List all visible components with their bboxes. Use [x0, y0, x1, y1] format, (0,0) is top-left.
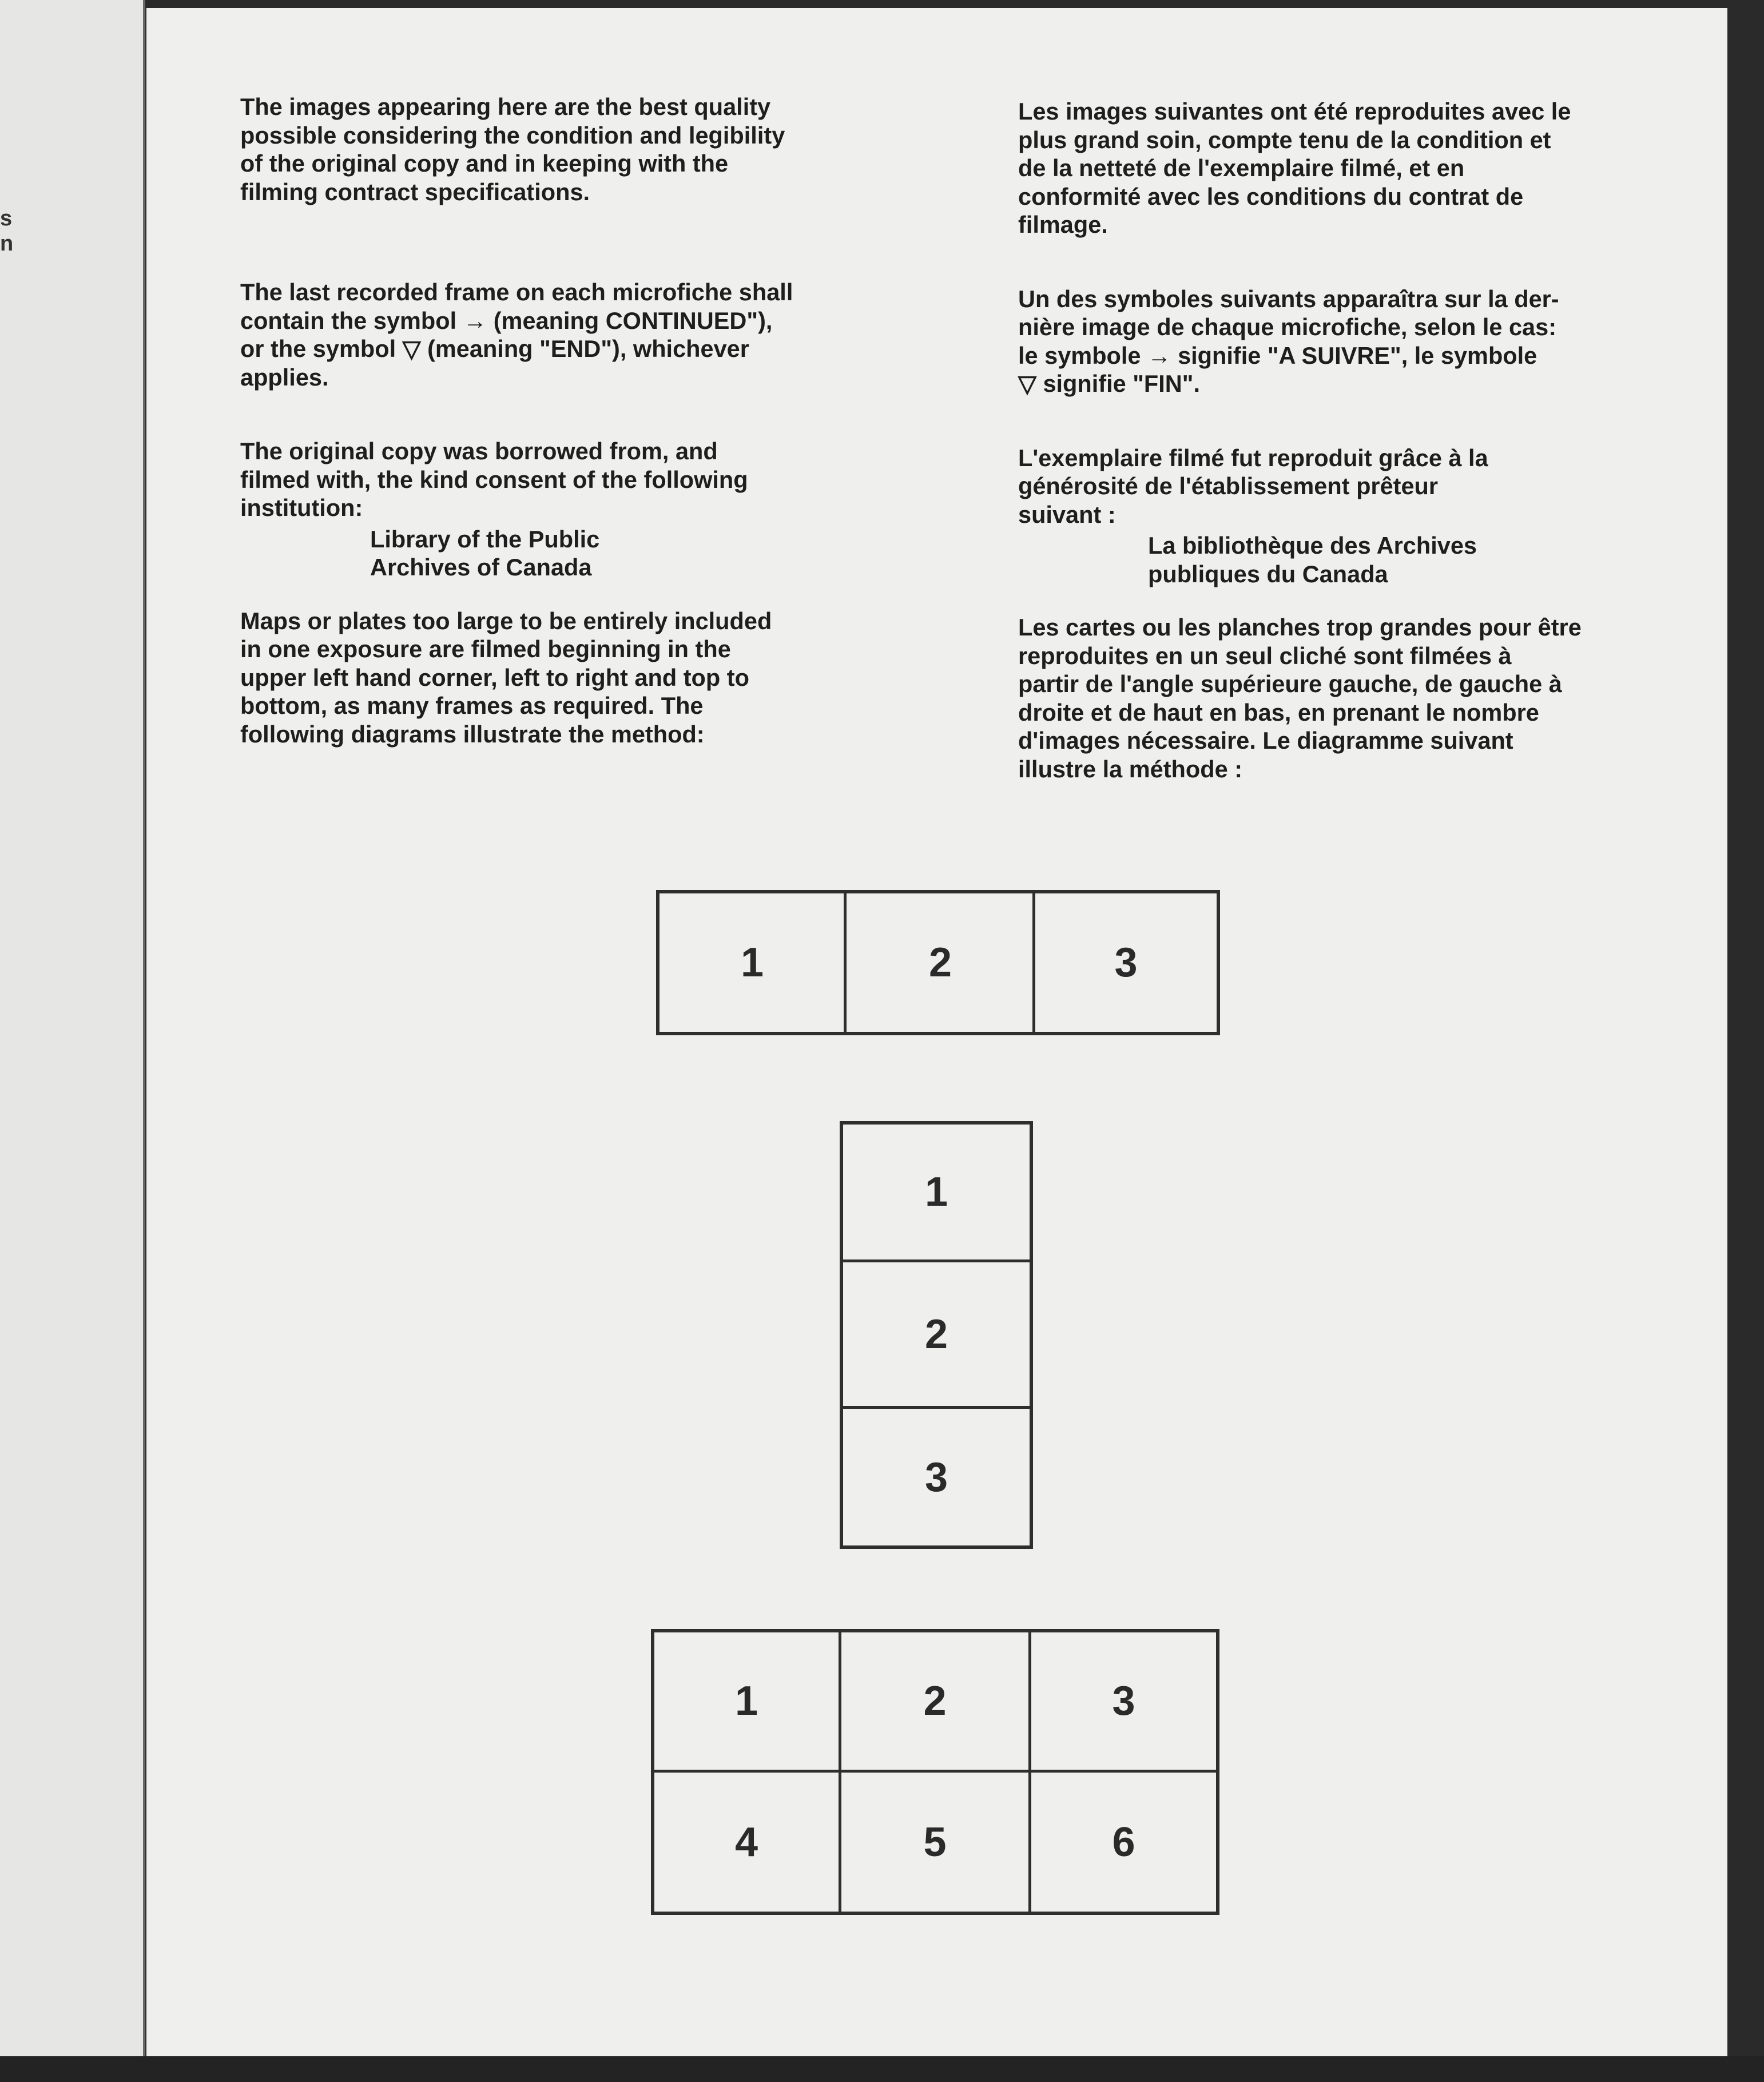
frame-cell: 2: [924, 1311, 948, 1357]
adjacent-page-strip: [0, 0, 145, 2056]
frame-cell: 2: [923, 1678, 947, 1724]
frame-cell: 3: [1114, 940, 1138, 986]
frame-cell: 4: [734, 1819, 758, 1865]
french-institution-name: La bibliothèque des Archives publiques du Canada: [1148, 532, 1477, 587]
bottom-border: [0, 2056, 1764, 2082]
edge-text-fragment: s: [0, 206, 13, 231]
french-quality-paragraph: Les images suivantes ont été reproduites avec le plus grand soin, compte tenu de la condition et de la netteté de l'exemplaire filmé, et en conformité avec les conditions du contrat de filmage.: [1018, 98, 1571, 238]
french-symbols-paragraph: Un des symboles suivants apparaîtra sur la der- nière image de chaque microfiche, selon le cas: le symbole → signifie "A SUIVRE", le symbole ▽ signifie "FIN".: [1018, 285, 1559, 397]
english-institution-paragraph: The original copy was borrowed from, and filmed with, the kind consent of the following institution:: [240, 438, 748, 521]
french-column: [1018, 97, 1705, 783]
frame-cell: 1: [734, 1678, 758, 1724]
grid-frames-diagram: [651, 1629, 1219, 1915]
frame-cell: 1: [924, 1169, 948, 1215]
frame-cell: 5: [923, 1819, 947, 1865]
frame-cell: 2: [928, 940, 952, 986]
edge-text-fragment: n: [0, 232, 14, 256]
right-border: [1727, 0, 1764, 2056]
horizontal-frames-diagram: [656, 890, 1220, 1035]
english-column: [240, 93, 892, 748]
french-maps-paragraph: Les cartes ou les planches trop grandes pour être reproduites en un seul cliché sont filmées à partir de l'angle supérieure gauche, de gauche à droite et de haut en bas, en prenant le nombre d'images nécessaire. Le diagramme suivant illustre la méthode :: [1018, 614, 1582, 782]
english-institution-name: Library of the Public Archives of Canada: [370, 525, 600, 581]
vertical-frames-diagram: [840, 1121, 1033, 1549]
english-quality-paragraph: The images appearing here are the best quality possible considering the condition and legibility of the original copy and in keeping with the filming contract specifications.: [240, 93, 785, 205]
frame-cell: 3: [924, 1454, 948, 1500]
english-symbols-paragraph: The last recorded frame on each microfiche shall contain the symbol → (meaning CONTINUED"), or the symbol ▽ (meaning "END"), whichever applies.: [240, 279, 793, 391]
frame-cell: 3: [1112, 1678, 1135, 1724]
frame-cell: 1: [740, 940, 764, 986]
frame-cell: 6: [1112, 1819, 1135, 1865]
french-institution-paragraph: L'exemplaire filmé fut reproduit grâce à la générosité de l'établissement prêteur suivant :: [1018, 444, 1488, 528]
english-maps-paragraph: Maps or plates too large to be entirely included in one exposure are filmed beginning in the upper left hand corner, left to right and top to bottom, as many frames as required. The following diagrams illustrate the method:: [240, 607, 772, 748]
